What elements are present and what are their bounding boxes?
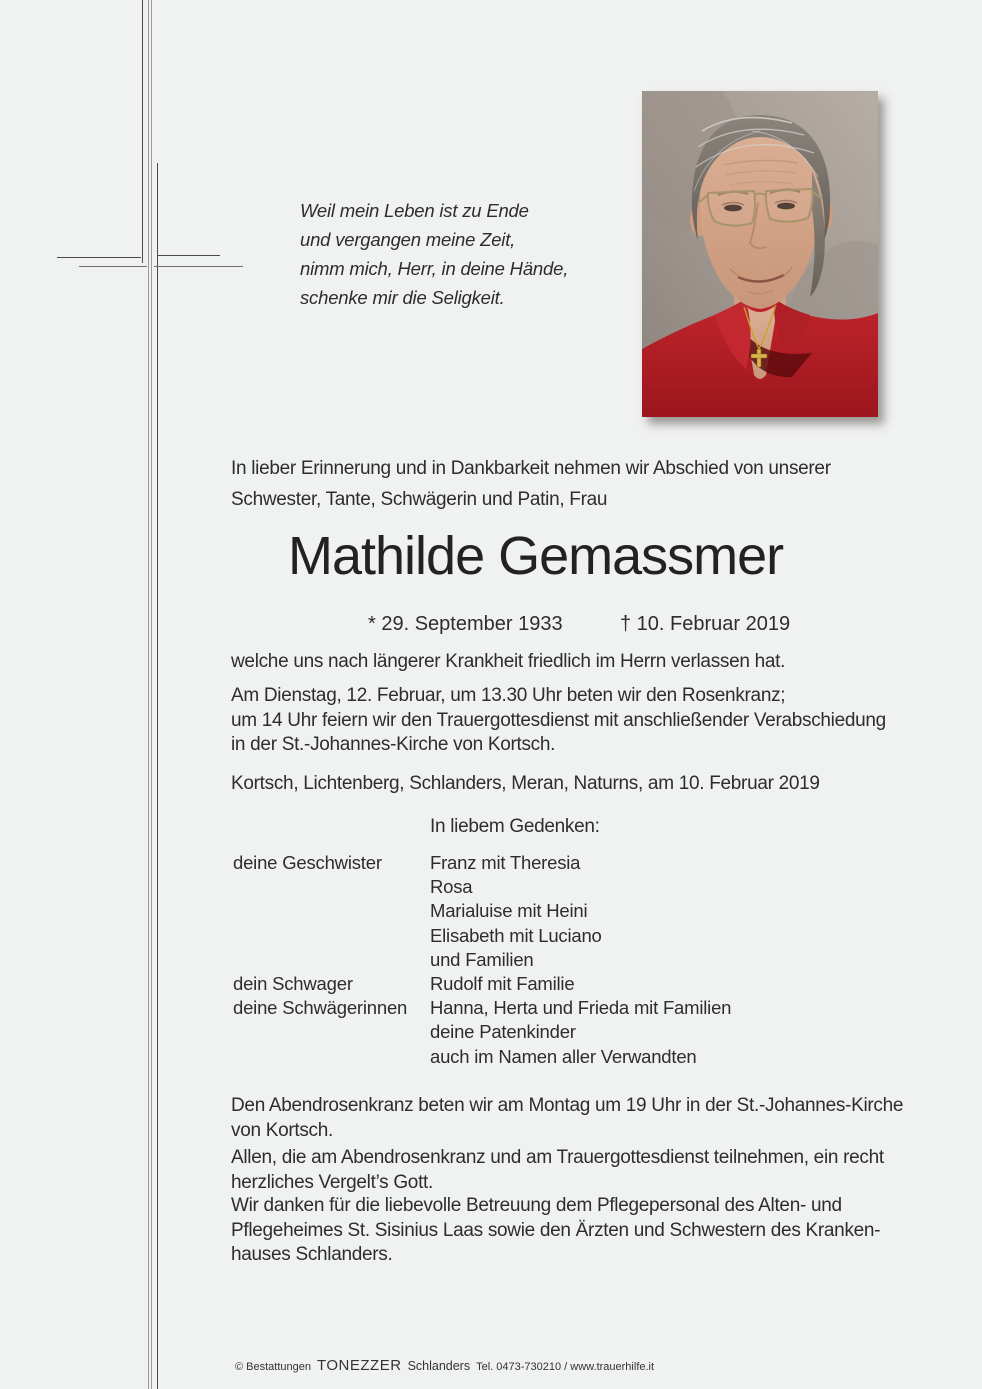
paragraph-line: Den Abendrosenkranz beten wir am Montag um 19 Uhr in der St.-Johannes-Kirche <box>231 1095 904 1116</box>
family-member-name: Rudolf mit Familie <box>430 973 575 995</box>
paragraph-line: herzliches Vergelt’s Gott. <box>231 1171 434 1193</box>
paragraph-line: hauses Schlanders. <box>231 1244 393 1265</box>
family-row <box>233 851 731 875</box>
family-member-name: deine Patenkinder <box>430 1021 576 1043</box>
family-member-name: Marialuise mit Heini <box>430 900 588 922</box>
cross-arm-lower-right <box>154 266 243 267</box>
family-member-name: Rosa <box>430 876 473 898</box>
cross-stem-gray-line-b <box>151 0 152 1389</box>
family-row <box>233 1020 731 1044</box>
poem-line: Weil mein Leben ist zu Ende <box>300 200 529 221</box>
evening-rosary-paragraph <box>231 1094 903 1143</box>
family-relation-label <box>233 924 430 948</box>
cross-stem-gray-line-a <box>148 0 149 1389</box>
service-schedule <box>231 684 886 758</box>
paragraph-line: Allen, die am Abendrosenkranz und am Trauergottesdienst teilnehmen, ein recht <box>231 1147 884 1168</box>
paragraph-line: Pflegeheimes St. Sisinius Laas sowie den Ärzten und Schwestern des Kranken- <box>231 1219 881 1241</box>
schedule-line: Am Dienstag, 12. Februar, um 13.30 Uhr beten wir den Rosenkranz; <box>231 685 786 706</box>
family-list <box>233 851 731 1069</box>
family-row <box>233 972 731 996</box>
thanks-caregivers-paragraph <box>231 1194 880 1268</box>
family-relation-label: dein Schwager <box>233 973 353 995</box>
family-row <box>233 875 731 899</box>
introduction-line: Schwester, Tante, Schwägerin und Patin, Frau <box>231 489 608 510</box>
cross-arm-upper-right <box>157 255 220 256</box>
family-row <box>233 1045 731 1069</box>
death-date: † 10. Februar 2019 <box>620 613 791 635</box>
remembrance-heading: In liebem Gedenken: <box>430 816 600 837</box>
family-row <box>233 948 731 972</box>
family-member-name: Franz mit Theresia <box>430 852 581 873</box>
thanks-attendees-paragraph <box>231 1146 884 1195</box>
poem-line: schenke mir die Seligkeit. <box>300 287 505 308</box>
birth-date: * 29. September 1933 <box>368 613 563 635</box>
family-relation-label <box>233 1020 430 1044</box>
poem-line: und vergangen meine Zeit, <box>300 229 516 250</box>
imprint-location: Schlanders <box>407 1359 471 1373</box>
family-relation-label <box>233 899 430 923</box>
family-row <box>233 899 731 923</box>
places-date-line: Kortsch, Lichtenberg, Schlanders, Meran, Naturns, am 10. Februar 2019 <box>231 773 820 794</box>
portrait-photo <box>642 91 878 417</box>
deceased-name: Mathilde Gemassmer <box>288 526 784 586</box>
family-row <box>233 996 731 1020</box>
family-relation-label: deine Schwägerinnen <box>233 997 408 1019</box>
poem-line: nimm mich, Herr, in deine Hände, <box>300 258 569 279</box>
cross-stem-right-segment <box>157 163 158 1389</box>
cross-arm-upper-left <box>57 257 141 258</box>
family-member-name: und Familien <box>430 948 534 970</box>
poem <box>300 196 568 312</box>
introduction <box>231 453 831 515</box>
cross-arm-lower-left <box>79 266 147 267</box>
family-relation-label <box>233 875 430 899</box>
paragraph-line: von Kortsch. <box>231 1119 334 1141</box>
farewell-sentence: welche uns nach längerer Krankheit friedlich im Herrn verlassen hat. <box>231 651 786 672</box>
family-relation-label <box>233 1045 430 1069</box>
imprint-contact: Tel. 0473-730210 / www.trauerhilfe.it <box>476 1361 655 1373</box>
family-row <box>233 924 731 948</box>
paragraph-line: Wir danken für die liebevolle Betreuung dem Pflegepersonal des Alten- und <box>231 1195 842 1216</box>
imprint-copyright: © Bestattungen <box>235 1361 311 1373</box>
funeral-home-imprint <box>235 1357 654 1374</box>
imprint-brand: TONEZZER <box>317 1357 402 1374</box>
schedule-line: um 14 Uhr feiern wir den Trauergottesdienst mit anschließender Verabschiedung <box>231 709 886 731</box>
family-relation-label <box>233 948 430 972</box>
family-member-name: auch im Namen aller Verwandten <box>430 1045 697 1067</box>
family-relation-label: deine Geschwister <box>233 852 382 873</box>
family-member-name: Hanna, Herta und Frieda mit Familien <box>430 997 732 1019</box>
cross-stem-left-segment <box>142 0 143 263</box>
schedule-line: in der St.-Johannes-Kirche von Kortsch. <box>231 734 556 755</box>
introduction-line: In lieber Erinnerung und in Dankbarkeit nehmen wir Abschied von unserer <box>231 458 831 479</box>
portrait-illustration <box>642 91 878 417</box>
family-member-name: Elisabeth mit Luciano <box>430 924 602 946</box>
